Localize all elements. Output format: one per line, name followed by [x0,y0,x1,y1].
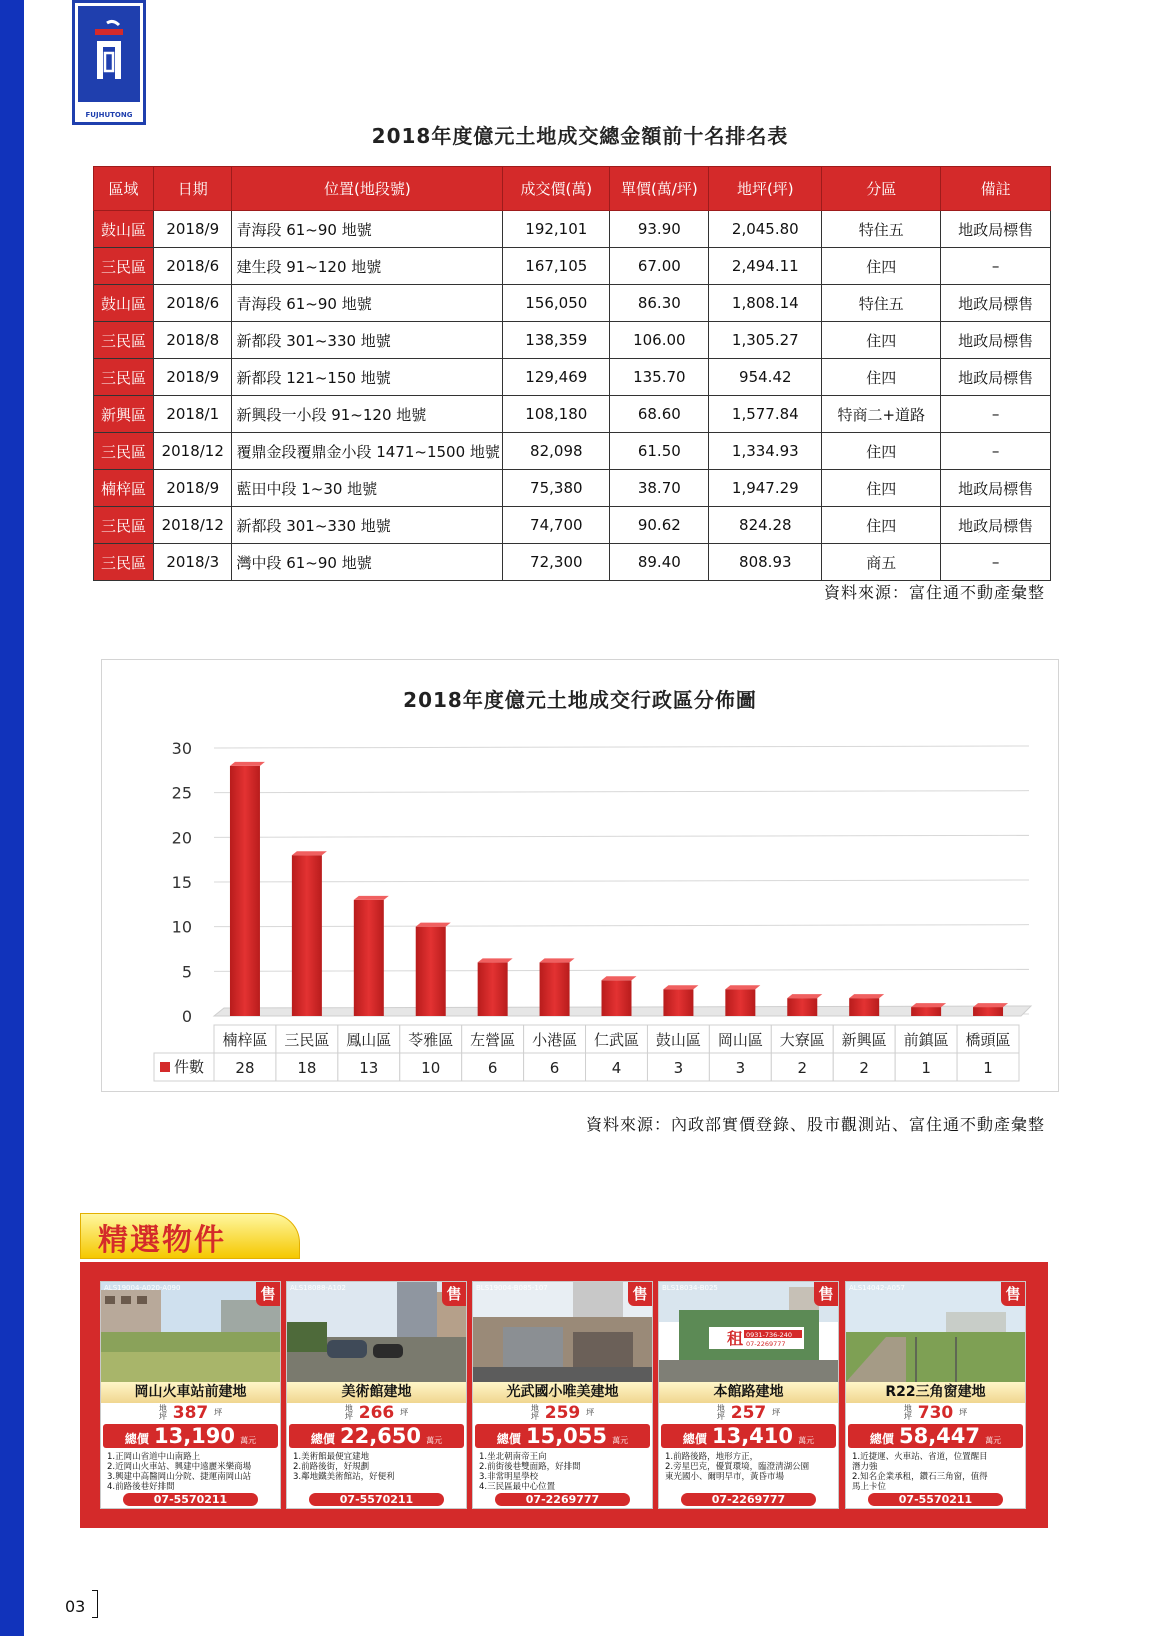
listing-phone[interactable]: 07-5570211 [868,1493,1003,1506]
bar-鳳山區 [354,896,389,1016]
table-cell: 三民區 [94,507,154,544]
table-cell: 地政局標售 [941,359,1051,396]
bar-岡山區 [725,985,760,1016]
photo-sign-phone: 0931-736-240 [746,1331,793,1339]
listing-note: 1.坐北朝南帝王向 [479,1452,547,1462]
table-cell: 2,045.80 [709,211,822,248]
bar [973,1007,1003,1016]
table-cell: – [941,248,1051,285]
bar-鼓山區 [663,985,698,1016]
column-header: 成交價(萬) [503,167,610,211]
table-cell: 新興區 [94,396,154,433]
price-unit: 萬元 [798,1436,815,1445]
x-tick-label: 鼓山區 [655,1031,701,1049]
x-tick-label: 岡山區 [717,1031,763,1049]
table-cell: – [941,396,1051,433]
chart-source-note: 資料來源：內政部實價登錄、股市觀測站、富住通不動產彙整 [585,1115,1045,1134]
data-label: 1 [983,1059,993,1077]
listing-notes [665,1452,834,1482]
bar [911,1007,941,1016]
brand-logo [72,0,146,125]
bar [292,855,322,1016]
table-cell: 三民區 [94,544,154,581]
y-tick-label: 25 [171,783,192,803]
gridline [214,880,1029,882]
listing-note: 4.三民區最中心位置 [479,1482,556,1492]
listing-price [289,1424,464,1448]
column-header: 位置(地段號) [232,167,503,211]
data-label: 2 [797,1059,808,1077]
table-row [94,470,1051,507]
column-header: 日期 [154,167,232,211]
listing-notes [107,1452,276,1492]
table-cell: 住四 [822,322,941,359]
district-chart [101,659,1059,1092]
listing-notes [293,1452,462,1482]
table-cell: 藍田中段 1~30 地號 [232,470,503,507]
table-cell: 954.42 [709,359,822,396]
table-cell: 808.93 [709,544,822,581]
price-label: 總價 [682,1432,707,1446]
table-row [94,285,1051,322]
table-cell: 135.70 [610,359,709,396]
listing-name: 岡山火車站前建地 [101,1382,280,1403]
table-cell: 鼓山區 [94,211,154,248]
table-cell: 2018/8 [154,322,232,359]
table-cell: 三民區 [94,248,154,285]
area-label: 坪 [903,1412,912,1421]
table-cell: 特住五 [822,211,941,248]
x-tick-label: 小港區 [532,1031,578,1049]
listing-phone[interactable]: 07-5570211 [309,1493,444,1506]
x-tick-label: 仁武區 [593,1031,640,1049]
table-cell: 地政局標售 [941,211,1051,248]
listing-name: 本館路建地 [659,1382,838,1403]
data-label: 3 [673,1059,684,1077]
table-cell: 93.90 [610,211,709,248]
listing-card[interactable] [472,1281,653,1509]
table-cell: 90.62 [610,507,709,544]
listing-code: BLS19004-B085-107 [476,1284,548,1292]
data-label: 18 [297,1059,317,1077]
listing-note: 潛力強 [852,1462,878,1472]
table-cell: 824.28 [709,507,822,544]
listing-note: 4.前路後巷好排間 [107,1482,175,1492]
bar-top [354,896,389,900]
table-cell: 特商二+道路 [822,396,941,433]
table-cell: 2018/9 [154,211,232,248]
table-cell: 75,380 [503,470,610,507]
area-value: 266 [358,1403,395,1423]
bar-楠梓區 [230,762,265,1016]
price-value: 58,447 [898,1424,981,1448]
table-cell: 三民區 [94,359,154,396]
bar-仁武區 [602,976,637,1016]
table-cell: 地政局標售 [941,470,1051,507]
bar-左營區 [478,958,513,1016]
data-label: 1 [921,1059,931,1077]
listing-card[interactable] [845,1281,1026,1509]
table-cell: 1,808.14 [709,285,822,322]
sale-badge: 售 [628,1282,652,1306]
price-label: 總價 [496,1432,521,1446]
rank-table-body [94,211,1051,581]
table-cell: 鼓山區 [94,285,154,322]
listing-name: R22三角窗建地 [846,1382,1025,1403]
table-cell: 新興段一小段 91~120 地號 [232,396,503,433]
table-cell: 68.60 [610,396,709,433]
table-row [94,433,1051,470]
area-label: 坪 [344,1412,353,1421]
table-row [94,211,1051,248]
table-cell: 129,469 [503,359,610,396]
table-cell: 住四 [822,248,941,285]
bar [849,998,879,1016]
table-cell: 楠梓區 [94,470,154,507]
area-label: 坪 [158,1412,167,1421]
area-label: 地 [530,1404,539,1413]
y-tick-label: 20 [171,828,192,848]
y-tick-label: 15 [171,873,192,892]
y-tick-label: 5 [181,962,192,982]
area-unit: 坪 [772,1408,781,1417]
featured-banner [80,1213,300,1259]
bar [230,766,260,1016]
table-cell: 156,050 [503,285,610,322]
listing-area [473,1403,652,1423]
bar-大寮區 [787,994,822,1016]
column-header: 區域 [94,167,154,211]
listing-phone[interactable]: 07-5570211 [123,1493,258,1506]
listing-area [101,1403,280,1423]
sale-badge: 售 [1001,1282,1025,1306]
table-cell: 2018/12 [154,433,232,470]
table-cell: 38.70 [610,470,709,507]
bar-top [602,976,637,980]
bar [540,962,570,1016]
listing-area [846,1403,1025,1423]
bar-top [416,923,451,927]
listing-area [287,1403,466,1423]
table-cell: 新都段 301~330 地號 [232,322,503,359]
gridline [214,925,1029,927]
x-tick-label: 橋頭區 [965,1031,1011,1049]
price-value: 13,190 [153,1424,236,1448]
listing-price [661,1424,836,1448]
x-tick-label: 左營區 [470,1031,516,1049]
logo-mark-icon [89,19,129,89]
bar-小港區 [540,958,575,1016]
table-cell: 2018/9 [154,470,232,507]
table-cell: 108,180 [503,396,610,433]
data-label: 2 [859,1059,869,1077]
table-row [94,248,1051,285]
legend-swatch [160,1062,170,1072]
listing-photo [846,1282,1025,1382]
listing-phone[interactable]: 07-2269777 [495,1493,630,1506]
table-cell: 青海段 61~90 地號 [232,211,503,248]
area-unit: 坪 [214,1408,223,1417]
area-unit: 坪 [400,1408,409,1417]
bar-橋頭區 [973,1003,1008,1016]
area-label: 地 [716,1404,725,1413]
price-value: 15,055 [525,1424,608,1448]
table-cell: 167,105 [503,248,610,285]
photo-sign-text: 租 [727,1329,744,1348]
bar [663,989,693,1016]
photo-sign-phone: 07-2269777 [746,1340,786,1348]
table-cell: 86.30 [610,285,709,322]
y-tick-label: 10 [171,917,192,937]
table-cell: 特住五 [822,285,941,322]
listing-price [103,1424,278,1448]
area-value: 387 [172,1403,209,1423]
table-cell: 地政局標售 [941,285,1051,322]
listing-code: ALS14042-A057 [849,1284,905,1292]
listing-name: 光武國小唯美建地 [473,1382,652,1403]
bar [478,962,508,1016]
price-unit: 萬元 [426,1436,443,1445]
bar-top [230,762,265,766]
table-cell: 灣中段 61~90 地號 [232,544,503,581]
table-cell: 商五 [822,544,941,581]
listing-price [475,1424,650,1448]
listing-area [659,1403,838,1423]
price-label: 總價 [310,1432,335,1446]
bar [725,989,755,1016]
data-label: 28 [235,1059,255,1077]
table-cell: 住四 [822,507,941,544]
x-tick-label: 三民區 [284,1031,330,1049]
data-label: 6 [487,1059,498,1077]
table-cell: 72,300 [503,544,610,581]
data-label: 13 [359,1059,379,1077]
gridline [214,791,1029,793]
table-cell: 192,101 [503,211,610,248]
table-cell: 74,700 [503,507,610,544]
gridline [214,746,1029,748]
chart-title: 2018年度億元土地成交行政區分佈圖 [403,688,757,712]
table-row [94,396,1051,433]
table-cell: 住四 [822,433,941,470]
listing-note: 1.近捷運、火車站、省道，位置醒目 [852,1452,988,1462]
column-header: 分區 [822,167,941,211]
listing-card[interactable] [286,1281,467,1509]
bar [602,980,632,1016]
area-value: 259 [544,1403,581,1423]
page-number-bracket [92,1590,98,1618]
bar-三民區 [292,851,327,1016]
listing-note: 1.正岡山省道中山南路上 [107,1452,201,1462]
bar [787,998,817,1016]
listing-note: 2.近岡山火車站、興建中遠麗米樂商場 [107,1462,252,1472]
chart-plot [102,660,1058,1091]
listing-photo [473,1282,652,1382]
listing-photo [101,1282,280,1382]
page-number: 03 [65,1597,86,1616]
bar-前鎮區 [911,1003,946,1016]
table-cell: 三民區 [94,322,154,359]
table-cell: 地政局標售 [941,322,1051,359]
listing-phone[interactable]: 07-2269777 [681,1493,816,1506]
listing-code: BLS18034-B025 [662,1284,718,1292]
bar [354,900,384,1016]
data-label: 10 [421,1059,441,1077]
table-cell: 67.00 [610,248,709,285]
y-tick-label: 30 [171,739,192,758]
area-value: 257 [730,1403,767,1423]
column-header: 地坪(坪) [709,167,822,211]
listing-notes [852,1452,1021,1492]
listing-photo [659,1282,838,1382]
sale-badge: 售 [256,1282,280,1306]
sale-badge: 售 [814,1282,838,1306]
price-unit: 萬元 [240,1436,257,1445]
table-cell: 2018/6 [154,285,232,322]
listing-note: 2.前街後巷雙面路，好排間 [479,1462,581,1472]
bar-top [292,851,327,855]
legend-label: 件數 [174,1058,205,1076]
table-row [94,359,1051,396]
bar-top [787,994,822,998]
price-label: 總價 [124,1432,149,1446]
table-cell: 2018/3 [154,544,232,581]
price-unit: 萬元 [612,1436,629,1445]
area-label: 坪 [716,1412,725,1421]
listing-note: 3.鄰地鐵美術館站，好便利 [293,1472,395,1482]
listing-notes [479,1452,648,1492]
table-cell: 住四 [822,470,941,507]
data-label: 3 [735,1059,746,1077]
area-label: 地 [158,1404,167,1413]
price-label: 總價 [869,1432,894,1446]
listing-note: 馬上卡位 [852,1482,887,1492]
x-tick-label: 鳳山區 [346,1031,392,1049]
listing-note: 東光國小、爾明早市，黃昏市場 [665,1472,785,1482]
x-tick-label: 新興區 [841,1031,887,1049]
area-unit: 坪 [586,1408,595,1417]
table-cell: 106.00 [610,322,709,359]
listing-name: 美術館建地 [287,1382,466,1403]
table-cell: 住四 [822,359,941,396]
price-value: 22,650 [339,1424,422,1448]
bar [416,927,446,1016]
listing-price [848,1424,1023,1448]
x-tick-label: 大寮區 [779,1031,825,1049]
table-row [94,507,1051,544]
x-tick-label: 楠梓區 [222,1031,268,1049]
area-label: 地 [344,1404,353,1413]
bar-新興區 [849,994,884,1016]
rank-table-title: 2018年度億元土地成交總金額前十名排名表 [371,124,789,148]
column-header: 備註 [941,167,1051,211]
table-cell: 新都段 121~150 地號 [232,359,503,396]
price-unit: 萬元 [985,1436,1002,1445]
listing-note: 1.前路後路，地形方正， [665,1452,759,1462]
table-cell: 1,305.27 [709,322,822,359]
listing-photo [287,1282,466,1382]
side-color-bar [0,0,24,1636]
bar-top [911,1003,946,1007]
table-cell: 青海段 61~90 地號 [232,285,503,322]
listing-note: 1.美術館最便宜建地 [293,1452,370,1462]
table-cell: 2018/12 [154,507,232,544]
table-row [94,322,1051,359]
table-cell: 89.40 [610,544,709,581]
table-cell: 138,359 [503,322,610,359]
table-cell: – [941,544,1051,581]
x-tick-label: 苓雅區 [408,1031,454,1049]
rank-table-header-row [94,167,1051,211]
table-source-note: 資料來源：富住通不動產彙整 [823,583,1045,602]
listing-note: 2.知名企業承租，鑽石三角窗，值得 [852,1472,988,1482]
area-unit: 坪 [959,1408,968,1417]
table-cell: 覆鼎金段覆鼎金小段 1471~1500 地號 [232,433,503,470]
x-tick-label: 前鎮區 [903,1031,949,1049]
listing-code: ALS18088-A102 [290,1284,346,1292]
sale-badge: 售 [442,1282,466,1306]
area-label: 坪 [530,1412,539,1421]
table-cell: 2018/6 [154,248,232,285]
bar-苓雅區 [416,923,451,1016]
table-cell: 三民區 [94,433,154,470]
table-cell: 61.50 [610,433,709,470]
table-cell: 2018/9 [154,359,232,396]
table-cell: 新都段 301~330 地號 [232,507,503,544]
table-cell: – [941,433,1051,470]
table-cell: 1,947.29 [709,470,822,507]
bar-top [849,994,884,998]
logo-text: FUJHUTONG [85,111,133,119]
data-label: 4 [611,1059,622,1077]
table-cell: 地政局標售 [941,507,1051,544]
bar-top [540,958,575,962]
column-header: 單價(萬/坪) [610,167,709,211]
y-tick-label: 0 [181,1007,192,1026]
listing-note: 3.非常明星學校 [479,1472,539,1482]
price-value: 13,410 [711,1424,794,1448]
listing-code: ALS19004-A020-A090 [104,1284,181,1292]
table-cell: 82,098 [503,433,610,470]
table-cell: 1,334.93 [709,433,822,470]
listing-card[interactable] [100,1281,281,1509]
area-label: 地 [903,1404,912,1413]
bar-top [478,958,513,962]
gridline [214,969,1029,971]
listing-note: 2.旁星巴克，優質環境，臨澄清湖公園 [665,1462,810,1472]
table-cell: 1,577.84 [709,396,822,433]
listing-card[interactable] [658,1281,839,1509]
listing-note: 3.興建中高醫岡山分院、捷運南岡山站 [107,1472,252,1482]
listing-note: 2.前路後街，好規劃 [293,1462,370,1472]
area-value: 730 [917,1403,954,1423]
table-cell: 建生段 91~120 地號 [232,248,503,285]
table-cell: 2,494.11 [709,248,822,285]
table-row [94,544,1051,581]
table-cell: 2018/1 [154,396,232,433]
bar-top [973,1003,1008,1007]
data-label: 6 [549,1059,560,1077]
bar-top [663,985,698,989]
rank-table [93,166,1051,581]
featured-banner-text: 精選物件 [98,1223,226,1258]
bar-top [725,985,760,989]
gridline [214,835,1029,837]
